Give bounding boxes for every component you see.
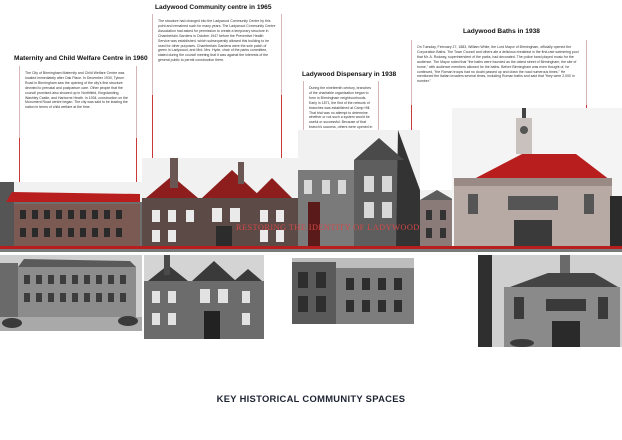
photo-community-centre (142, 158, 298, 248)
photo-maternity-historic (0, 255, 142, 331)
photo-maternity-centre (0, 182, 142, 248)
heading-baths: Ladywood Baths in 1938 (463, 28, 540, 35)
grey-band (0, 249, 622, 252)
photo-baths (452, 108, 622, 248)
banner-restoring-identity: RESTORING THE IDENTITY OF LADYWOOD (236, 223, 420, 232)
photo-baths-historic (478, 255, 622, 347)
textbox-community (152, 14, 282, 102)
textbox-maternity (19, 66, 137, 148)
text-maternity: The City of Birmingham Maternity and Child Welfare Centre was located immediately after Oak Place. In December 1930, Tyburn Road in Birmingham saw the opening of the city's first structure devoted to prenatal and postpartum care. Other people that the council promised also showed up in Northfield, Kingstanding, Washley Castle, and Harborne Heath. In 1934, construction on the Monument Road centre began. The city was said to be leading the nation in terms of child welfare at the time. (25, 71, 128, 110)
textbox-baths (411, 40, 587, 113)
page-title: KEY HISTORICAL COMMUNITY SPACES (216, 393, 406, 404)
heading-maternity: Maternity and Child Welfare Centre in 1960 (14, 55, 148, 62)
photo-terrace (420, 190, 454, 248)
text-community: The structure had changed into the Ladywood Community Centre by this point and remained such for many years. The Ladywood Community Centre Association had asked for permission to create a temporary structure in Chamberlain Gardens in October 1947 before the Preventive Health Service was established, which subsequently allowed this building to be used for other purposes. Chamberlain Gardens were the sole patch of green in Ladywood, and Mrd. Mrs. Hyde, chair of the parks committee, stated during the council meeting that it was against the interests of the general public to permit construction there. (158, 19, 276, 63)
heading-community: Ladywood Community centre in 1965 (155, 4, 272, 11)
heading-dispensary: Ladywood Dispensary in 1938 (302, 71, 397, 78)
photo-dispensary-historic (292, 258, 414, 324)
text-dispensary: During the nineteenth century, branches of the charitable organisation began to form in Birmingham neighbourhoods. Early in 1871, the first of the network of branches was established at Camp Hill. That trial was no attempt to determine whether or not such a system would be useful or successful. Because of that branch's success, others were opened in (309, 86, 373, 130)
text-baths: On Tuesday, February 27, 1883, William White, the Lord Mayor of Birmingham, officially opened the Corporation Baths. The Town Council and others ate a delicious breakfast in the first-rate swimming pool that Mr. A. Rodway, superintendent of the parks, had decorated. The police band played music for the audience. The Mayor noted that "the baths were founded as the oldest street of Birmingham, the site of home," with audience members allowed for the baths. Before Birmingham was even thought of, he continued, "the Roman troops had no doubt passed up and down the road numerous times." He mentioned the Italian invaders several times, including Roman baths and said that "they were 2,000 in number." (417, 45, 579, 84)
photo-community-historic (144, 255, 264, 339)
